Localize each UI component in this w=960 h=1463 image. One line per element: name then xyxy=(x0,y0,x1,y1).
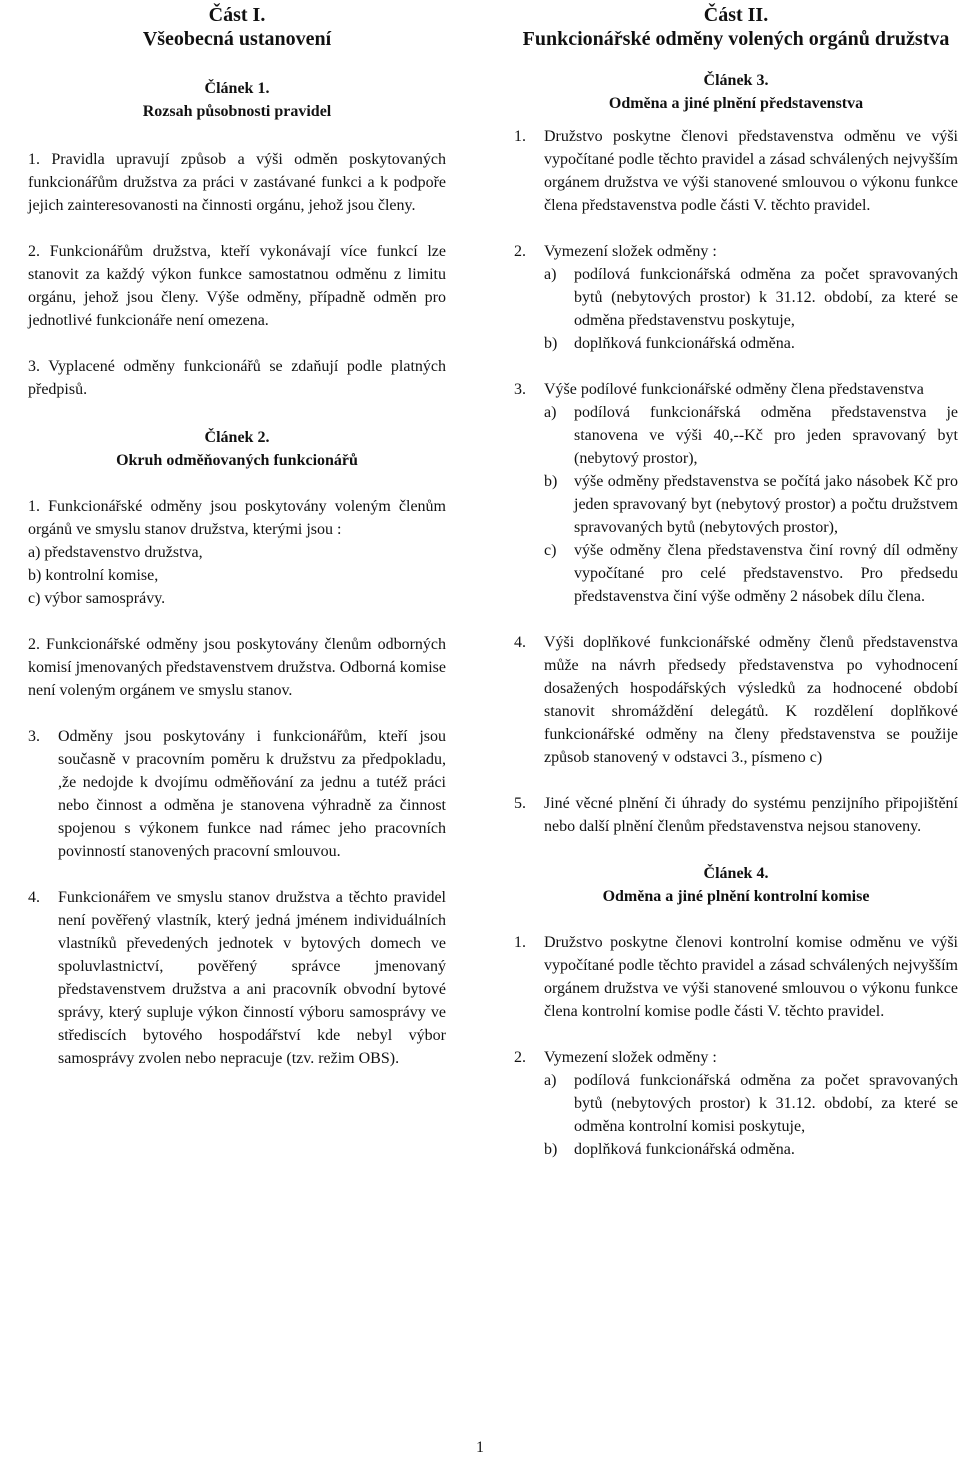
list-item-a: a) podílová funkcionářská odměna představenstva je stanovena ve výši 40,--Kč pro jeden spravovaný byt (nebytový prostor), xyxy=(544,404,958,467)
paragraph-text: Funkcionářem ve smyslu stanov družstva a těchto pravidel není pověřený vlastník, který jedná jménem individuálních vlastníků převedených jednotek v bytových domech ve spoluvlastnictví, pověřený správce jmenovaný představenstvem družstva a ani pracovník obvodní bytové správy, který supluje výkon činností výboru samosprávy ve střediscích bytového hospodářství kde nebyl výbor samosprávy zvolen nebo nepracuje (tzv. režim OBS). xyxy=(58,889,446,1067)
paragraph-text: Výše podílové funkcionářské odměny člena představenstva xyxy=(544,381,924,398)
article-4-paragraph-2 xyxy=(514,1046,958,1161)
article-2-item-a: a) představenstvo družstva, xyxy=(28,544,203,561)
article-3-paragraph-1 xyxy=(514,125,958,217)
article-1-paragraph-1: 1. Pravidla upravují způsob a výši odměn poskytovaných funkcionářům družstva za práci v zastávané funkci a k podpoře jejich zainteresovanosti na činnosti orgánu, jehož jsou členy. xyxy=(28,151,446,214)
paragraph-number: 4. xyxy=(514,634,526,651)
part-1-subtitle: Všeobecná ustanovení xyxy=(142,28,332,50)
article-3-title: Článek 3. xyxy=(703,72,769,89)
article-2-paragraph-1: 1. Funkcionářské odměny jsou poskytovány voleným členům orgánů ve smyslu stanov družstva, kterými jsou : xyxy=(28,498,446,538)
article-4-paragraph-1 xyxy=(514,931,958,1023)
article-4-subtitle: Odměna a jiné plnění kontrolní komise xyxy=(602,888,870,905)
paragraph-number: 1. xyxy=(514,934,526,951)
paragraph-number: 5. xyxy=(514,795,526,812)
paragraph-text: Jiné věcné plnění či úhrady do systému penzijního připojištění nebo další plnění členům představenstva nejsou stanoveny. xyxy=(544,795,958,835)
article-1-paragraph-3: 3. Vyplacené odměny funkcionářů se zdaňují podle platných předpisů. xyxy=(28,358,446,398)
article-2-item-c: c) výbor samosprávy. xyxy=(28,590,166,607)
left-column xyxy=(28,0,446,1070)
article-2-paragraph-2: 2. Funkcionářské odměny jsou poskytovány členům odborných komisí jmenovaných představenstvem družstva. Odborná komise není voleným orgánem ve smyslu stanov. xyxy=(28,636,446,699)
article-3-paragraph-5 xyxy=(514,792,958,838)
article-3-paragraph-4 xyxy=(514,631,958,769)
list-item-c: c) výše odměny člena představenstva činí rovný díl odměny vypočítané pro celé představenstvo. Pro předsedu představenstva činí výše odměny 2 násobek dílu člena. xyxy=(544,542,958,605)
article-1-subtitle: Rozsah působnosti pravidel xyxy=(142,103,332,120)
article-2-paragraph-3 xyxy=(28,725,446,863)
right-column xyxy=(514,0,958,1161)
paragraph-text: Vymezení složek odměny : xyxy=(544,243,717,260)
article-3-paragraph-3 xyxy=(514,378,958,608)
list-item-a: a) podílová funkcionářská odměna za počet spravovaných bytů (nebytových prostor) k 31.12. období, za které se odměna kontrolní komisi poskytuje, xyxy=(544,1072,958,1135)
paragraph-text: Družstvo poskytne členovi představenstva odměnu ve výši vypočítané podle těchto pravidel a zásad schválených nejvyšším orgánem družstva ve výši stanovené smlouvou o výkonu funkce člena představenstva podle části V. těchto pravidel. xyxy=(544,128,958,214)
paragraph-number: 2. xyxy=(514,1049,526,1066)
paragraph-number: 3. xyxy=(514,381,526,398)
list-item-b: b) doplňková funkcionářská odměna. xyxy=(544,1141,795,1158)
list-item-a: a) podílová funkcionářská odměna za počet spravovaných bytů (nebytových prostor) k 31.12. období, za které se odměna představenstvu poskytuje, xyxy=(544,266,958,329)
paragraph-number: 1. xyxy=(514,128,526,145)
part-2-subtitle: Funkcionářské odměny volených orgánů družstva xyxy=(522,28,950,50)
page-number: 1 xyxy=(476,1439,484,1456)
paragraph-number: 2. xyxy=(514,243,526,260)
article-3-subtitle: Odměna a jiné plnění představenstva xyxy=(608,95,864,112)
paragraph-text: Výši doplňkové funkcionářské odměny členů představenstva může na návrh předsedy představenstva po vyhodnocení dosažených hospodářských výsledků za hodnocené období stanovit shromáždění delegátů. K rozdělení doplňkové funkcionářské odměny na členy představenstva se použije způsob stanovený v odstavci 3., písmeno c) xyxy=(544,634,958,766)
list-item-b: b) doplňková funkcionářská odměna. xyxy=(544,335,795,352)
article-4-title: Článek 4. xyxy=(703,865,769,882)
article-1-title: Článek 1. xyxy=(204,80,270,97)
paragraph-number: 4. xyxy=(28,889,40,906)
article-3-paragraph-2 xyxy=(514,240,958,355)
article-2-item-b: b) kontrolní komise, xyxy=(28,567,159,584)
paragraph-text: Družstvo poskytne členovi kontrolní komise odměnu ve výši vypočítané podle těchto pravidel a zásad schválených nejvyšším orgánem družstva ve výši stanovené smlouvou o výkonu funkce člena kontrolní komise podle části V. těchto pravidel. xyxy=(544,934,958,1020)
part-2-title: Část II. xyxy=(703,4,769,26)
article-2-title: Článek 2. xyxy=(204,429,270,446)
article-2-subtitle: Okruh odměňovaných funkcionářů xyxy=(116,452,358,469)
paragraph-text: Vymezení složek odměny : xyxy=(544,1049,717,1066)
article-2-paragraph-4 xyxy=(28,886,446,1070)
list-item-b: b) výše odměny představenstva se počítá jako násobek Kč pro jeden spravovaný byt (nebytový prostor) a počtu družstvem spravovaných bytů (nebytových prostor), xyxy=(544,473,958,536)
article-1-paragraph-2: 2. Funkcionářům družstva, kteří vykonávají více funkcí lze stanovit za každý výkon funkce samostatnou odměnu z limitu orgánu, jehož jsou členy. Výše odměny, případně odměn pro jednotlivé funkcionáře není omezena. xyxy=(28,243,446,329)
paragraph-number: 3. xyxy=(28,728,40,745)
part-1-title: Část I. xyxy=(208,4,266,26)
paragraph-text: Odměny jsou poskytovány i funkcionářům, kteří jsou současně v pracovním poměru k družstvu za předpokladu, ,že nedojde k dvojímu odměňování za jednu a tutéž práci nebo činnost a odměna je stanovena výhradně za činnost spojenou s výkonem funkce nad rámec jeho pracovních povinností stanovených pracovní smlouvou. xyxy=(58,728,446,860)
